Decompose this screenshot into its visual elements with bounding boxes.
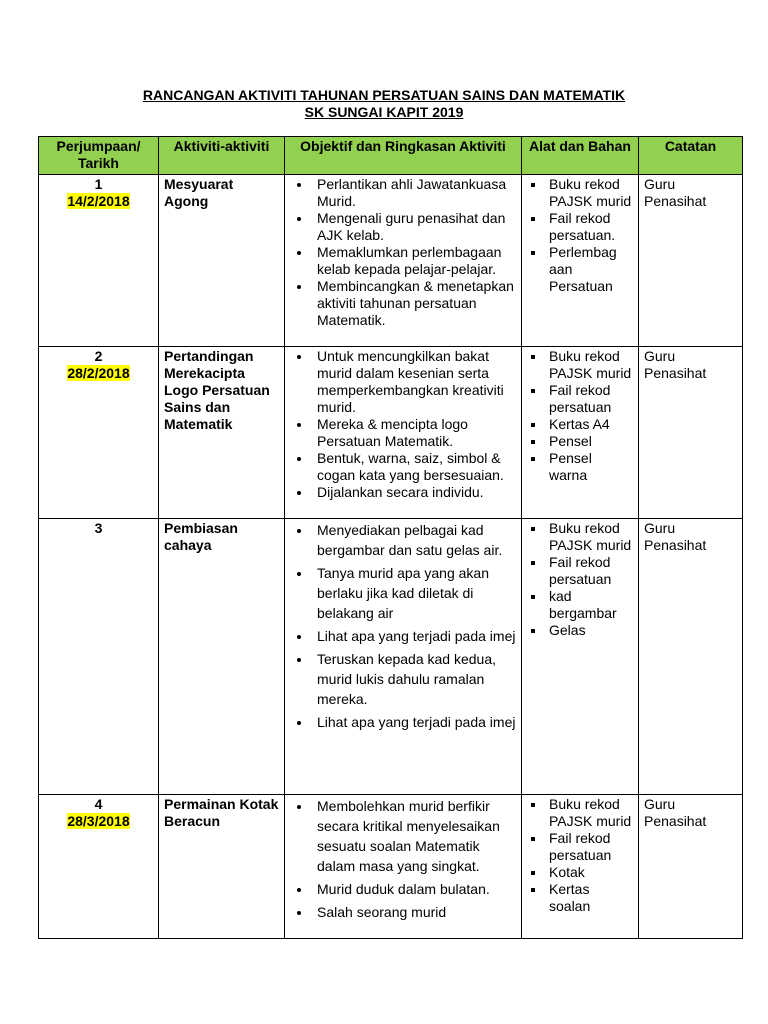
objective-item: • Salah seorang murid bbox=[312, 902, 516, 922]
header-materials: Alat dan Bahan bbox=[522, 137, 639, 175]
meeting-date: 28/3/2018 bbox=[67, 813, 130, 829]
meeting-cell bbox=[39, 347, 159, 519]
objective-item: • Memaklumkan perlembagaan kelab kepada pelajar-pelajar. bbox=[312, 244, 516, 278]
objective-item: • Lihat apa yang terjadi pada imej bbox=[312, 712, 516, 732]
meeting-date: 28/2/2018 bbox=[67, 365, 130, 381]
objective-item: • Teruskan kepada kad kedua, murid lukis dahulu ramalan mereka. bbox=[312, 649, 516, 709]
objective-item: • Perlantikan ahli Jawatankuasa Murid. bbox=[312, 176, 516, 210]
meeting-cell bbox=[39, 519, 159, 795]
material-item: ▪ Kotak bbox=[546, 864, 633, 881]
objective-item: • Dijalankan secara individu. bbox=[312, 484, 516, 501]
material-item: ▪ Kertas A4 bbox=[546, 416, 633, 433]
objectives-cell bbox=[285, 795, 522, 939]
objective-item: • Murid duduk dalam bulatan. bbox=[312, 879, 516, 899]
materials-cell bbox=[522, 795, 639, 939]
meeting-number: 2 bbox=[94, 348, 103, 364]
note-cell: Guru Penasihat bbox=[639, 175, 743, 347]
material-item: ▪ kad bergambar bbox=[546, 588, 633, 622]
material-item: ▪ Buku rekod PAJSK murid bbox=[546, 176, 633, 210]
meeting-cell bbox=[39, 795, 159, 939]
objective-item: • Untuk mencungkilkan bakat murid dalam kesenian serta memperkembangkan kreativiti murid. bbox=[312, 348, 516, 416]
activity-name: Pertandingan Merekacipta Logo Persatuan Sains dan Matematik bbox=[159, 347, 285, 519]
document-title: RANCANGAN AKTIVITI TAHUNAN PERSATUAN SAINS DAN MATEMATIK bbox=[142, 87, 626, 103]
objective-item: • Membincangkan & menetapkan aktiviti tahunan persatuan Matematik. bbox=[312, 278, 516, 329]
table-row bbox=[39, 175, 743, 347]
meeting-number: 3 bbox=[94, 520, 103, 536]
meeting-cell bbox=[39, 175, 159, 347]
material-item: ▪ Buku rekod PAJSK murid bbox=[546, 796, 633, 830]
document-subtitle: SK SUNGAI KAPIT 2019 bbox=[304, 104, 464, 120]
objective-item: • Mereka & mencipta logo Persatuan Matematik. bbox=[312, 416, 516, 450]
note-cell: Guru Penasihat bbox=[639, 347, 743, 519]
table-row bbox=[39, 519, 743, 795]
material-item: ▪ Fail rekod persatuan bbox=[546, 554, 633, 588]
activity-plan-table bbox=[38, 136, 743, 939]
objective-item: • Menyediakan pelbagai kad bergambar dan satu gelas air. bbox=[312, 520, 516, 560]
material-item: ▪ Fail rekod persatuan. bbox=[546, 210, 633, 244]
material-item: ▪ Kertas soalan bbox=[546, 881, 633, 915]
material-item: ▪ Fail rekod persatuan bbox=[546, 830, 633, 864]
objective-item: • Membolehkan murid berfikir secara kritikal menyelesaikan sesuatu soalan Matematik dalam masa yang singkat. bbox=[312, 796, 516, 876]
materials-cell bbox=[522, 519, 639, 795]
objective-item: • Bentuk, warna, saiz, simbol & cogan kata yang bersesuaian. bbox=[312, 450, 516, 484]
objective-item: • Mengenali guru penasihat dan AJK kelab. bbox=[312, 210, 516, 244]
activity-name: Pembiasan cahaya bbox=[159, 519, 285, 795]
materials-cell bbox=[522, 175, 639, 347]
materials-cell bbox=[522, 347, 639, 519]
material-item: ▪ Buku rekod PAJSK murid bbox=[546, 348, 633, 382]
objectives-cell bbox=[285, 175, 522, 347]
note-cell: Guru Penasihat bbox=[639, 519, 743, 795]
header-notes: Catatan bbox=[639, 137, 743, 175]
objectives-cell bbox=[285, 519, 522, 795]
material-item: ▪ Gelas bbox=[546, 622, 633, 639]
material-item: ▪ Fail rekod persatuan bbox=[546, 382, 633, 416]
activity-name: Mesyuarat Agong bbox=[159, 175, 285, 347]
note-cell: Guru Penasihat bbox=[639, 795, 743, 939]
header-activities: Aktiviti-aktiviti bbox=[159, 137, 285, 175]
meeting-number: 1 bbox=[94, 176, 103, 192]
activity-name: Permainan Kotak Beracun bbox=[159, 795, 285, 939]
objective-item: • Tanya murid apa yang akan berlaku jika kad diletak di belakang air bbox=[312, 563, 516, 623]
objective-item: • Lihat apa yang terjadi pada imej bbox=[312, 626, 516, 646]
meeting-date: 14/2/2018 bbox=[67, 193, 130, 209]
table-row bbox=[39, 347, 743, 519]
header-meeting-date: Perjumpaan/ Tarikh bbox=[39, 137, 159, 175]
material-item: ▪ Pensel warna bbox=[546, 450, 633, 484]
material-item: ▪ Buku rekod PAJSK murid bbox=[546, 520, 633, 554]
meeting-number: 4 bbox=[94, 796, 103, 812]
header-objectives: Objektif dan Ringkasan Aktiviti bbox=[285, 137, 522, 175]
material-item: ▪ Pensel bbox=[546, 433, 633, 450]
table-row bbox=[39, 795, 743, 939]
material-item: ▪ Perlembag aan Persatuan bbox=[546, 244, 633, 295]
objectives-cell bbox=[285, 347, 522, 519]
table-header-row bbox=[39, 137, 743, 175]
